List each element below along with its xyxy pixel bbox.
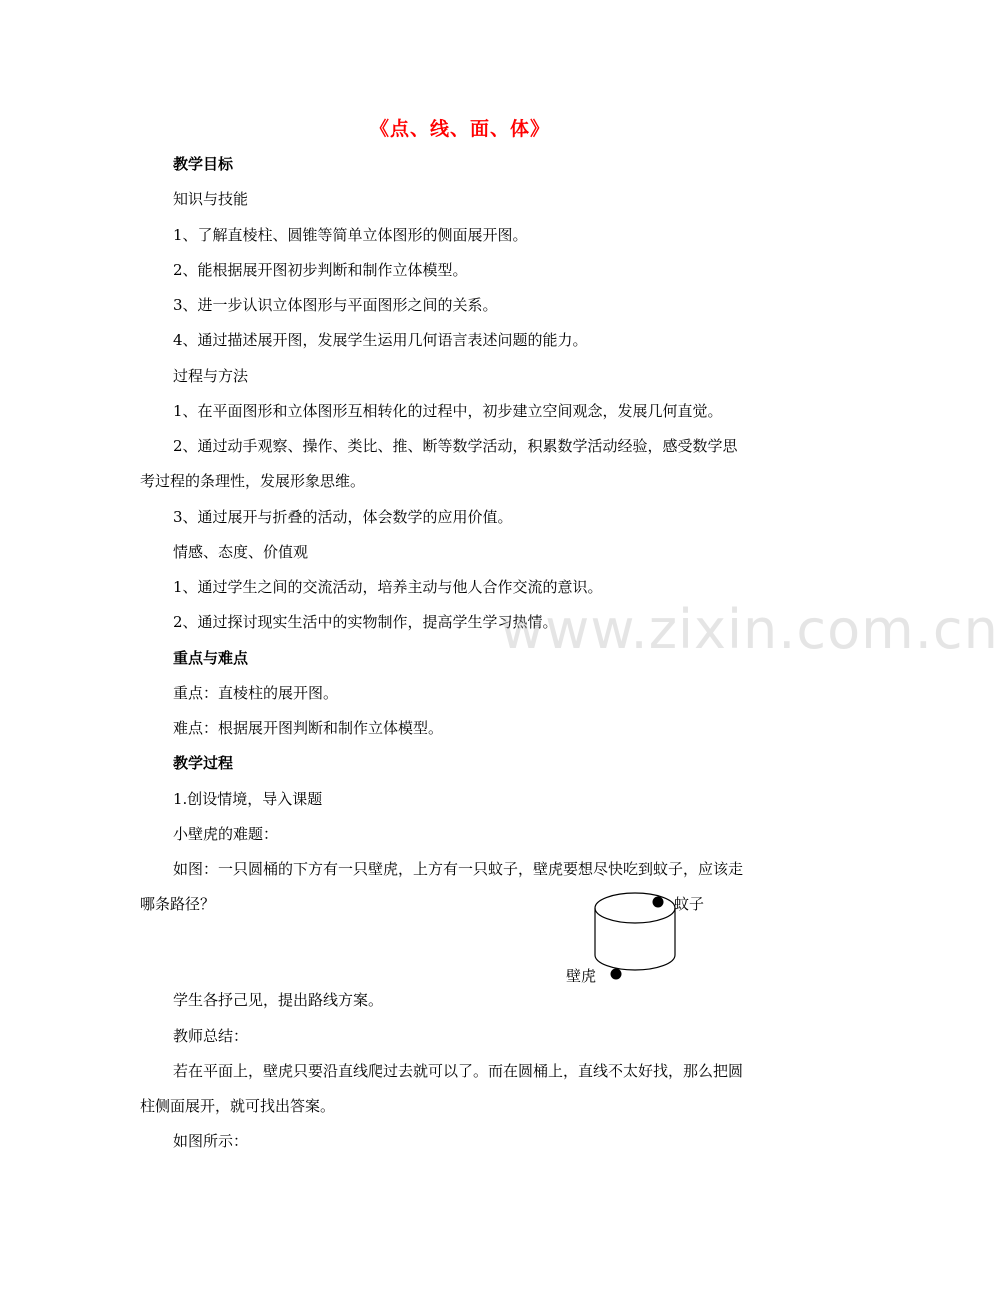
process-heading: 过程与方法: [173, 367, 249, 385]
teaching-process-heading: 教学过程: [173, 754, 234, 772]
mosquito-label: 蚊子: [674, 895, 705, 913]
cylinder-top: [595, 893, 675, 923]
step-title: 1.创设情境，导入课题: [173, 790, 323, 808]
attitude-item: 2、通过探讨现实生活中的实物制作，提高学生学习热情。: [173, 613, 558, 631]
cylinder-figure: [560, 880, 720, 990]
process-item-continued: 考过程的条理性，发展形象思维。: [140, 472, 366, 490]
attitude-item: 1、通过学生之间的交流活动，培养主动与他人合作交流的意识。: [173, 578, 603, 596]
cylinder-bottom: [595, 955, 675, 970]
gecko-problem-label: 小壁虎的难题：: [173, 825, 279, 843]
knowledge-item: 4、通过描述展开图，发展学生运用几何语言表述问题的能力。: [173, 331, 588, 349]
teacher-summary-label: 教师总结：: [173, 1027, 249, 1045]
knowledge-item: 3、进一步认识立体图形与平面图形之间的关系。: [173, 296, 498, 314]
summary-text: 若在平面上，壁虎只要沿直线爬过去就可以了。而在圆桶上，直线不太好找，那么把圆: [173, 1062, 744, 1080]
difficult-point: 难点：根据展开图判断和制作立体模型。: [173, 719, 444, 737]
gecko-point: [611, 969, 622, 980]
knowledge-item: 1、了解直棱柱、圆锥等简单立体图形的侧面展开图。: [173, 226, 528, 244]
watermark: www.zixin.com.cn: [500, 598, 999, 661]
question-text: 如图：一只圆桶的下方有一只壁虎，上方有一只蚊子，壁虎要想尽快吃到蚊子，应该走: [173, 860, 744, 878]
key-point: 重点：直棱柱的展开图。: [173, 684, 339, 702]
knowledge-heading: 知识与技能: [173, 190, 249, 208]
question-text-continued: 哪条路径？: [140, 895, 216, 913]
students-response: 学生各抒己见，提出路线方案。: [173, 991, 384, 1009]
gecko-label: 壁虎: [566, 967, 597, 985]
knowledge-item: 2、能根据展开图初步判断和制作立体模型。: [173, 261, 468, 279]
document-title: 《点、线、面、体》: [369, 118, 550, 140]
attitude-heading: 情感、态度、价值观: [173, 543, 309, 561]
objectives-heading: 教学目标: [173, 155, 234, 173]
summary-text-continued: 柱侧面展开，就可找出答案。: [140, 1097, 336, 1115]
process-item: 3、通过展开与折叠的活动，体会数学的应用价值。: [173, 508, 513, 526]
mosquito-point: [653, 897, 664, 908]
as-shown-label: 如图所示：: [173, 1132, 249, 1150]
process-item: 1、在平面图形和立体图形互相转化的过程中，初步建立空间观念，发展几何直觉。: [173, 402, 723, 420]
key-difficult-heading: 重点与难点: [173, 649, 249, 667]
process-item: 2、通过动手观察、操作、类比、推、断等数学活动，积累数学活动经验，感受数学思: [173, 437, 738, 455]
